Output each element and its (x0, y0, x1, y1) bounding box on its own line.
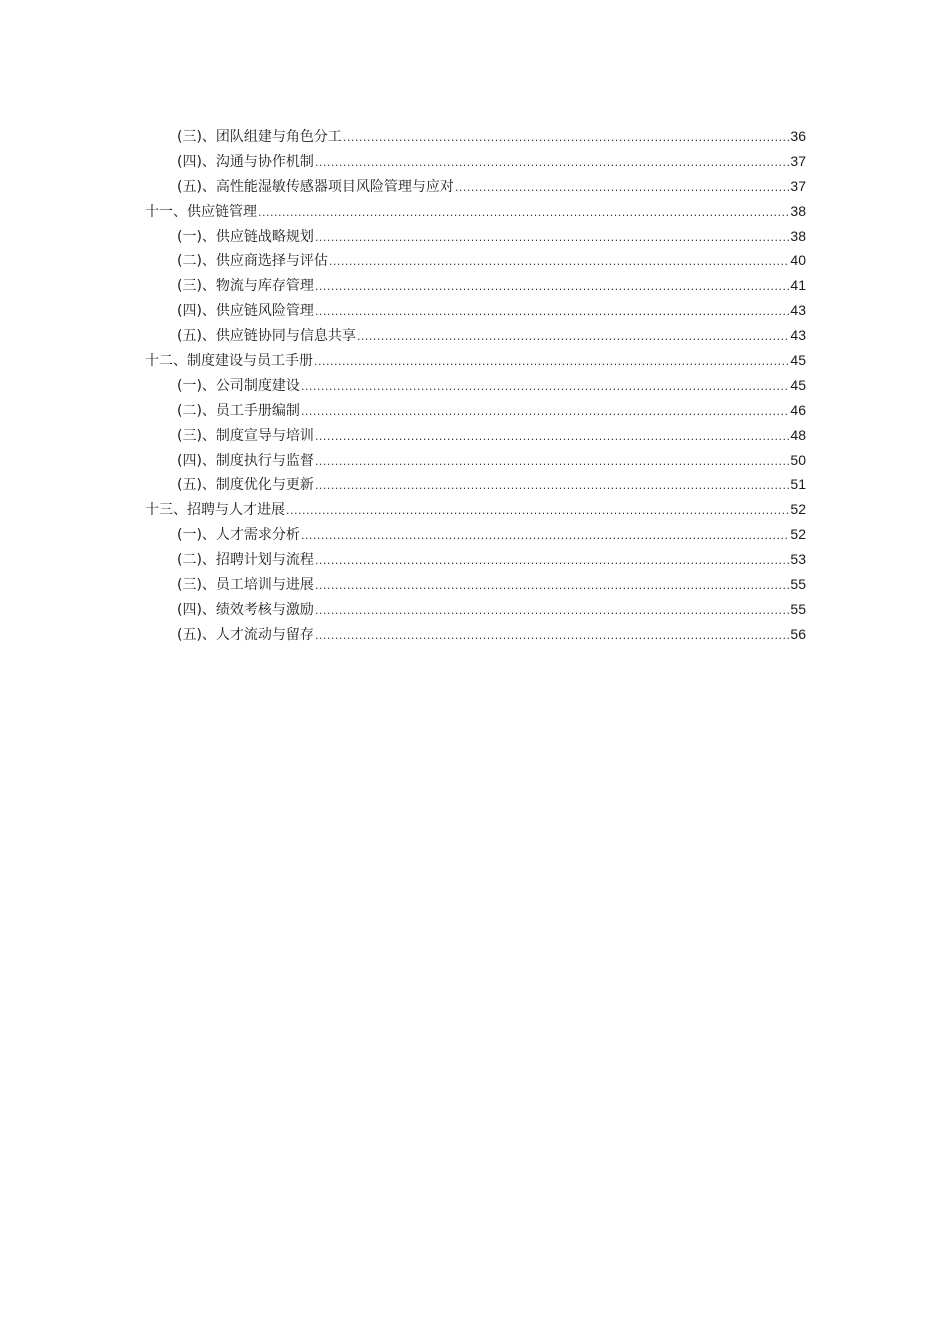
toc-entry[interactable] (145, 224, 806, 249)
toc-entry-title: (五)、供应链协同与信息共享 (177, 328, 356, 345)
toc-entry-title: 十二、制度建设与员工手册 (145, 353, 313, 370)
toc-entry-page: 51 (790, 476, 806, 493)
toc-entry[interactable] (145, 597, 806, 622)
toc-chapter-entry[interactable] (145, 497, 806, 522)
toc-entry-title: (四)、沟通与协作机制 (177, 153, 314, 170)
toc-chapter-entry[interactable] (145, 199, 806, 224)
toc-leader-dots (315, 300, 789, 325)
toc-entry-page: 50 (790, 451, 806, 468)
toc-entry-title: (一)、人才需求分析 (177, 527, 300, 544)
toc-leader-dots (315, 624, 789, 649)
toc-entry-title: 十一、供应链管理 (145, 203, 257, 220)
toc-entry[interactable] (145, 373, 806, 398)
toc-entry-page: 56 (790, 625, 806, 642)
toc-entry-title: (一)、公司制度建设 (177, 377, 300, 394)
toc-entry[interactable] (145, 398, 806, 423)
toc-leader-dots (315, 226, 789, 251)
toc-entry-title: (五)、制度优化与更新 (177, 477, 314, 494)
toc-entry[interactable] (145, 622, 806, 647)
toc-entry[interactable] (145, 273, 806, 298)
table-of-contents (145, 124, 806, 647)
toc-leader-dots (315, 549, 789, 574)
toc-chapter-entry[interactable] (145, 348, 806, 373)
toc-leader-dots (329, 250, 789, 275)
toc-entry[interactable] (145, 547, 806, 572)
toc-leader-dots (315, 151, 789, 176)
toc-entry[interactable] (145, 149, 806, 174)
toc-entry-title: (五)、人才流动与留存 (177, 626, 314, 643)
toc-leader-dots (258, 201, 789, 226)
toc-entry-page: 38 (790, 202, 806, 219)
toc-entry-page: 41 (790, 277, 806, 294)
toc-entry-title: (二)、供应商选择与评估 (177, 253, 328, 270)
toc-entry[interactable] (145, 448, 806, 473)
toc-entry-title: (四)、绩效考核与激励 (177, 601, 314, 618)
toc-entry[interactable] (145, 323, 806, 348)
toc-leader-dots (315, 425, 789, 450)
toc-entry[interactable] (145, 298, 806, 323)
toc-entry-page: 46 (790, 401, 806, 418)
toc-entry[interactable] (145, 423, 806, 448)
toc-entry-title: (一)、供应链战略规划 (177, 228, 314, 245)
toc-entry[interactable] (145, 522, 806, 547)
toc-entry-title: 十三、招聘与人才进展 (145, 502, 285, 519)
toc-entry-title: (五)、高性能湿敏传感器项目风险管理与应对 (177, 178, 454, 195)
toc-entry[interactable] (145, 174, 806, 199)
toc-leader-dots (455, 176, 789, 201)
toc-leader-dots (315, 474, 789, 499)
toc-entry-page: 53 (790, 551, 806, 568)
toc-entry-page: 55 (790, 600, 806, 617)
toc-leader-dots (301, 524, 789, 549)
toc-entry-page: 43 (790, 302, 806, 319)
toc-entry-title: (三)、制度宣导与培训 (177, 427, 314, 444)
toc-leader-dots (315, 450, 789, 475)
toc-entry-page: 52 (790, 526, 806, 543)
toc-leader-dots (357, 325, 789, 350)
toc-entry-page: 45 (790, 376, 806, 393)
toc-leader-dots (315, 574, 789, 599)
toc-entry-title: (二)、员工手册编制 (177, 402, 300, 419)
toc-entry-page: 40 (790, 252, 806, 269)
toc-leader-dots (315, 599, 789, 624)
toc-entry-page: 43 (790, 327, 806, 344)
toc-entry-title: (四)、制度执行与监督 (177, 452, 314, 469)
toc-entry-page: 45 (790, 352, 806, 369)
toc-entry[interactable] (145, 472, 806, 497)
toc-leader-dots (314, 350, 789, 375)
toc-entry[interactable] (145, 124, 806, 149)
toc-leader-dots (315, 275, 789, 300)
toc-entry-page: 36 (790, 128, 806, 144)
toc-leader-dots (286, 499, 789, 524)
toc-entry-title: (二)、招聘计划与流程 (177, 552, 314, 569)
toc-entry-title: (三)、物流与库存管理 (177, 278, 314, 295)
toc-entry-page: 37 (790, 177, 806, 194)
toc-leader-dots (301, 375, 789, 400)
toc-entry[interactable] (145, 572, 806, 597)
toc-entry-title: (四)、供应链风险管理 (177, 303, 314, 320)
toc-entry-page: 38 (790, 227, 806, 244)
toc-entry[interactable] (145, 248, 806, 273)
toc-entry-page: 48 (790, 426, 806, 443)
toc-leader-dots (343, 126, 789, 151)
toc-leader-dots (301, 400, 789, 425)
toc-entry-page: 52 (790, 501, 806, 518)
toc-entry-title: (三)、团队组建与角色分工 (177, 129, 342, 145)
toc-entry-title: (三)、员工培训与进展 (177, 577, 314, 594)
toc-entry-page: 55 (790, 576, 806, 593)
toc-entry-page: 37 (790, 152, 806, 169)
